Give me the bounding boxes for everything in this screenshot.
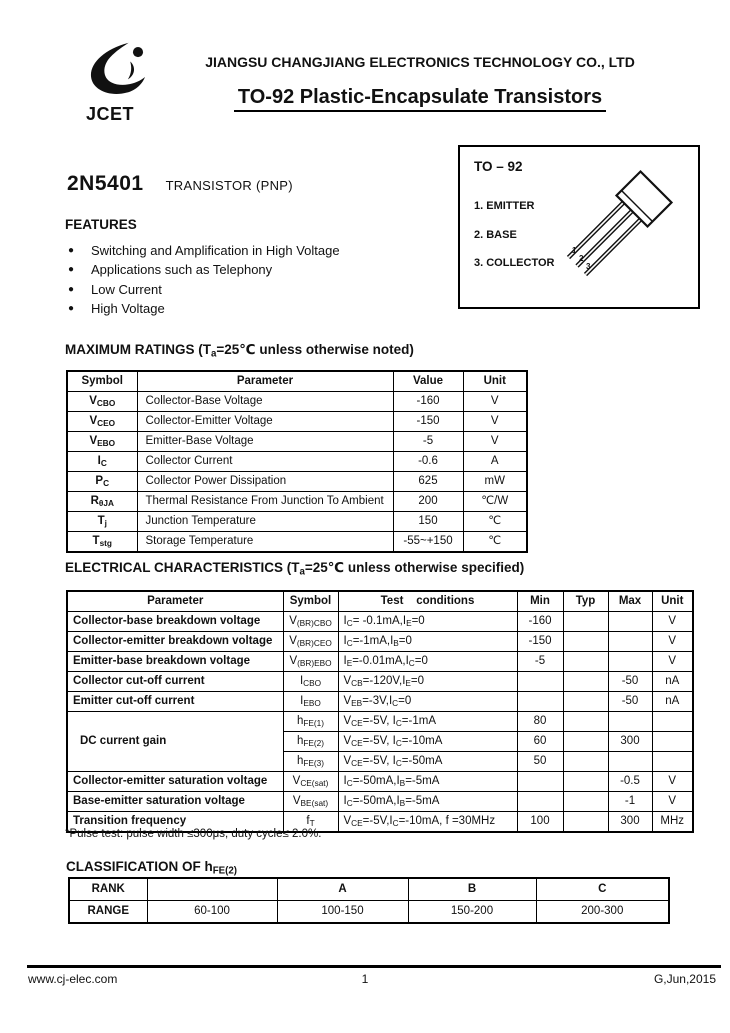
table-row	[67, 692, 693, 712]
unit-cell: V	[652, 652, 693, 672]
unit-cell	[652, 712, 693, 732]
conditions-cell: $V_{CB}=-120V,I_E=0$	[338, 672, 517, 692]
footer-website: www.cj-elec.com	[28, 972, 118, 986]
conditions-cell: $I_C=-50mA,I_B=-5mA$	[338, 772, 517, 792]
parameter-cell: Collector-Base Voltage	[137, 392, 393, 412]
conditions-cell: $V_{CE}=-5V$, $I_C=-10mA$	[338, 732, 517, 752]
typ-cell	[563, 652, 608, 672]
symbol-cell: $f_T$	[283, 812, 338, 833]
features-heading: FEATURES	[65, 217, 137, 232]
parameter-cell: Collector-base breakdown voltage	[67, 612, 283, 632]
symbol-cell: $V_{EBO}$	[67, 432, 137, 452]
min-cell: 60	[517, 732, 563, 752]
parameter-cell: Emitter-base breakdown voltage	[67, 652, 283, 672]
unit-cell: ℃/W	[463, 492, 527, 512]
value-cell: -0.6	[393, 452, 463, 472]
features-section	[65, 217, 445, 318]
pin-number: 2	[579, 254, 584, 263]
value-cell: -55~+150	[393, 532, 463, 553]
conditions-cell: $I_C=-1mA,I_B=0$	[338, 632, 517, 652]
rank-cell: A	[277, 878, 408, 901]
typ-cell	[563, 692, 608, 712]
rank-cell: B	[408, 878, 536, 901]
parameter-cell: Emitter cut-off current	[67, 692, 283, 712]
parameter-cell: Base-emitter saturation voltage	[67, 792, 283, 812]
pin-label-emitter: 1. EMITTER	[474, 200, 535, 212]
unit-cell: nA	[652, 672, 693, 692]
max-ratings-table	[66, 370, 528, 553]
column-header: Parameter	[67, 591, 283, 612]
part-row	[67, 172, 293, 196]
table-row	[67, 432, 527, 452]
unit-cell: ℃	[463, 532, 527, 553]
symbol-cell: $T_j$	[67, 512, 137, 532]
column-header: Value	[393, 371, 463, 392]
value-cell: -150	[393, 412, 463, 432]
column-header: Unit	[652, 591, 693, 612]
min-cell: 50	[517, 752, 563, 772]
column-header: Parameter	[137, 371, 393, 392]
parameter-cell: Collector Power Dissipation	[137, 472, 393, 492]
table-row	[67, 652, 693, 672]
min-cell: 80	[517, 712, 563, 732]
conditions-cell: $V_{CE}=-5V,I_C=-10mA$, f =30MHz	[338, 812, 517, 833]
package-box	[458, 145, 700, 309]
symbol-cell: $I_C$	[67, 452, 137, 472]
column-header: Unit	[463, 371, 527, 392]
footer-page-number: 1	[361, 972, 369, 986]
max-cell: -1	[608, 792, 652, 812]
max-ratings-heading: MAXIMUM RATINGS ($T_a=25℃$ unless otherwise noted)	[65, 342, 414, 360]
symbol-cell: $h_{FE(2)}$	[283, 732, 338, 752]
symbol-cell: $V_{CEO}$	[67, 412, 137, 432]
bullet-icon: ●	[68, 245, 75, 256]
range-cell: 60-100	[147, 901, 277, 924]
symbol-cell: $P_C$	[67, 472, 137, 492]
unit-cell: V	[652, 612, 693, 632]
conditions-cell: $I_C= -0.1mA,I_E=0$	[338, 612, 517, 632]
unit-cell: V	[463, 432, 527, 452]
max-cell	[608, 712, 652, 732]
parameter-cell: Collector-Emitter Voltage	[137, 412, 393, 432]
column-header: Typ	[563, 591, 608, 612]
doc-title: TO-92 Plastic-Encapsulate Transistors	[130, 86, 710, 109]
min-cell: -150	[517, 632, 563, 652]
symbol-cell: $V_{(BR)CBO}$	[283, 612, 338, 632]
value-cell: 150	[393, 512, 463, 532]
max-cell	[608, 752, 652, 772]
feature-item: ● High Voltage	[65, 299, 445, 318]
pin-number: 3	[586, 262, 591, 271]
parameter-cell: Storage Temperature	[137, 532, 393, 553]
bullet-icon: ●	[68, 283, 75, 295]
unit-cell: MHz	[652, 812, 693, 833]
parameter-cell: Junction Temperature	[137, 512, 393, 532]
rank-cell	[147, 878, 277, 901]
company-name: JIANGSU CHANGJIANG ELECTRONICS TECHNOLOGY CO., LTD	[205, 54, 635, 70]
min-cell	[517, 692, 563, 712]
value-cell: -5	[393, 432, 463, 452]
unit-cell	[652, 752, 693, 772]
column-header: Symbol	[283, 591, 338, 612]
table-row	[69, 878, 669, 901]
min-cell	[517, 772, 563, 792]
unit-cell: ℃	[463, 512, 527, 532]
unit-cell: A	[463, 452, 527, 472]
range-cell: 200-300	[536, 901, 669, 924]
classification-heading: CLASSIFICATION OF $h_{FE(2)}$	[66, 859, 238, 877]
feature-item: ● Low Current	[65, 280, 445, 299]
symbol-cell: $V_{BE(sat)}$	[283, 792, 338, 812]
min-cell	[517, 792, 563, 812]
parameter-cell: Collector-emitter saturation voltage	[67, 772, 283, 792]
table-row	[67, 532, 527, 553]
symbol-cell: $h_{FE(1)}$	[283, 712, 338, 732]
pin-label-base: 2. BASE	[474, 229, 517, 241]
range-label-cell: RANGE	[69, 901, 147, 924]
table-row	[67, 792, 693, 812]
conditions-cell: $V_{CE}=-5V$, $I_C=-1mA$	[338, 712, 517, 732]
max-cell: 300	[608, 732, 652, 752]
typ-cell	[563, 612, 608, 632]
parameter-cell: Emitter-Base Voltage	[137, 432, 393, 452]
logo-text: JCET	[85, 104, 134, 124]
unit-cell: V	[652, 632, 693, 652]
max-cell	[608, 612, 652, 632]
table-row	[67, 632, 693, 652]
table-row	[69, 901, 669, 924]
min-cell	[517, 672, 563, 692]
package-title: TO – 92	[474, 159, 523, 174]
unit-cell: V	[463, 392, 527, 412]
bullet-icon: ●	[68, 264, 75, 276]
symbol-cell: $T_{stg}$	[67, 532, 137, 553]
typ-cell	[563, 752, 608, 772]
typ-cell	[563, 732, 608, 752]
conditions-cell: $V_{EB}=-3V,I_C=0$	[338, 692, 517, 712]
feature-item: ● Applications such as Telephony	[65, 260, 445, 279]
unit-cell: nA	[652, 692, 693, 712]
symbol-cell: $V_{(BR)CEO}$	[283, 632, 338, 652]
column-header: Test conditions	[338, 591, 517, 612]
max-cell	[608, 652, 652, 672]
unit-cell	[652, 732, 693, 752]
value-cell: 625	[393, 472, 463, 492]
conditions-cell: $I_C=-50mA,I_B=-5mA$	[338, 792, 517, 812]
parameter-cell: Transition frequency	[67, 812, 283, 833]
dc-current-gain-cell: DC current gain	[67, 712, 283, 772]
table-row	[67, 452, 527, 472]
table-row	[67, 492, 527, 512]
typ-cell	[563, 792, 608, 812]
parameter-cell: Collector Current	[137, 452, 393, 472]
value-cell: -160	[393, 392, 463, 412]
table-header-row	[67, 591, 693, 612]
table-row	[67, 412, 527, 432]
rank-label-cell: RANK	[69, 878, 147, 901]
table-header-row	[67, 371, 527, 392]
typ-cell	[563, 632, 608, 652]
min-cell: 100	[517, 812, 563, 833]
pulse-test-note: *Pulse test: pulse width ≤300μs, duty cycle≤ 2.0%.	[65, 828, 322, 840]
classification-table	[68, 877, 670, 924]
column-header: Symbol	[67, 371, 137, 392]
feature-item: ● Switching and Amplification in High Voltage	[65, 241, 445, 260]
symbol-cell: $V_{CBO}$	[67, 392, 137, 412]
symbol-cell: $I_{EBO}$	[283, 692, 338, 712]
parameter-cell: Collector-emitter breakdown voltage	[67, 632, 283, 652]
pin-number: 1	[572, 246, 577, 255]
symbol-cell: $V_{(BR)EBO}$	[283, 652, 338, 672]
unit-cell: V	[652, 772, 693, 792]
unit-cell: mW	[463, 472, 527, 492]
conditions-cell: $V_{CE}=-5V$, $I_C=-50mA$	[338, 752, 517, 772]
conditions-cell: $I_E=-0.01mA,I_C=0$	[338, 652, 517, 672]
min-cell: -160	[517, 612, 563, 632]
range-cell: 100-150	[277, 901, 408, 924]
typ-cell	[563, 712, 608, 732]
footer-revision: G,Jun,2015	[653, 972, 716, 986]
symbol-cell: $V_{CE(sat)}$	[283, 772, 338, 792]
max-cell: -50	[608, 672, 652, 692]
parameter-cell: Thermal Resistance From Junction To Ambient	[137, 492, 393, 512]
range-cell: 150-200	[408, 901, 536, 924]
symbol-cell: $I_{CBO}$	[283, 672, 338, 692]
table-row	[67, 512, 527, 532]
parameter-cell: Collector cut-off current	[67, 672, 283, 692]
max-cell	[608, 632, 652, 652]
typ-cell	[563, 812, 608, 833]
bullet-icon: ●	[68, 302, 75, 314]
electrical-table	[66, 590, 694, 833]
table-row	[67, 672, 693, 692]
table-row	[67, 472, 527, 492]
part-type: TRANSISTOR (PNP)	[165, 178, 293, 193]
max-cell: -50	[608, 692, 652, 712]
table-row	[67, 392, 527, 412]
table-row	[67, 712, 693, 732]
symbol-cell: $R_{\theta JA}$	[67, 492, 137, 512]
pin-label-collector: 3. COLLECTOR	[474, 257, 555, 269]
part-number: 2N5401	[67, 172, 144, 195]
symbol-cell: $h_{FE(3)}$	[283, 752, 338, 772]
max-cell: 300	[608, 812, 652, 833]
unit-cell: V	[463, 412, 527, 432]
typ-cell	[563, 672, 608, 692]
max-cell: -0.5	[608, 772, 652, 792]
unit-cell: V	[652, 792, 693, 812]
footer-rule	[27, 965, 721, 968]
column-header: Min	[517, 591, 563, 612]
transistor-drawing-icon	[532, 157, 692, 302]
column-header: Max	[608, 591, 652, 612]
electrical-heading: ELECTRICAL CHARACTERISTICS ($T_a=25℃$ unless otherwise specified)	[65, 560, 525, 578]
value-cell: 200	[393, 492, 463, 512]
rank-cell: C	[536, 878, 669, 901]
table-row	[67, 772, 693, 792]
typ-cell	[563, 772, 608, 792]
min-cell: -5	[517, 652, 563, 672]
table-row	[67, 612, 693, 632]
